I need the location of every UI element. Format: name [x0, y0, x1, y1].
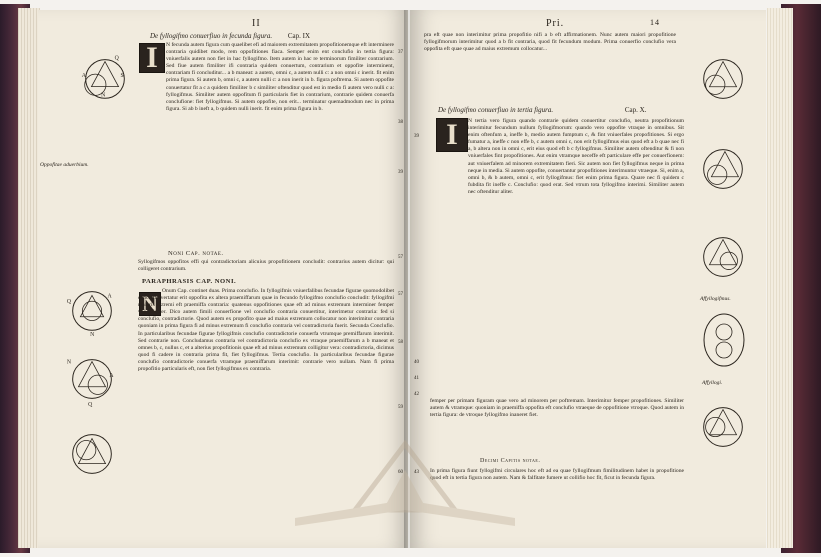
logic-diagram-8: [698, 310, 750, 370]
logic-diagram-3: [62, 350, 122, 408]
diagram-label: Q: [66, 299, 72, 306]
left-chapter-label: Cap. IX: [287, 32, 311, 40]
right-top-text: [424, 32, 676, 102]
line-number: 57: [398, 292, 403, 297]
diagram-label: Q: [114, 55, 119, 62]
right-margin-note-1: Affyllogifmus.: [700, 296, 731, 302]
left-margin-note: Oppofitae aduerbium.: [40, 162, 89, 168]
line-number: 60: [398, 470, 403, 475]
note-heading: Noni Cap. notae.: [168, 250, 224, 257]
line-number: 41: [414, 376, 419, 381]
diagram-label: N: [66, 359, 72, 366]
line-number: 43: [414, 470, 419, 475]
left-chapter-heading: [150, 32, 310, 40]
decorated-initial-right: I: [436, 118, 468, 152]
logic-diagram-6: [694, 140, 752, 198]
line-number: 42: [414, 392, 419, 397]
paraphrase-heading: PARAPHRASIS CAP. NONI.: [142, 278, 237, 285]
right-chapter-heading: [438, 106, 646, 114]
right-margin-note-2: Affyllogi.: [702, 380, 723, 386]
logic-diagram-4: [62, 425, 122, 483]
bookseller-watermark-logo: [255, 440, 555, 530]
decorated-initial: I: [139, 43, 165, 73]
line-number: 39: [414, 134, 419, 139]
diagram-label: A: [109, 373, 114, 380]
paraphrase-paragraph: Onum Cap. continet duas. Prima conclufio. In fyllogifmis vniuerfalibus fecundae figurae quomodolibet conclufio vertatur erit oppofita ex altera praemiffarum quae in fecundo fyllogifmo conclufio concludit: fyllogifmi maioris extremi eft praemiffa contraria: quatenus oppofitiones quae eft ad minus extremum interminer femper vniuerfaliter. Dico autem fimili conuerfione vel conclufio contraria conuertitur, interimetur contraria: fed si conclufio, contradictorie. Quod autem ex propofito quae ad maius extremum collocatur non interimitur contraria quoniam in prima figura fi ad minus extremum fi conclufio contraria vel contradictoria fuerit. Secunda Conclufio. In particularibus fecundae figurae fyllogifmis conclufio contradictorie conuerfa vtrumque premiffarum interimit. Sed contrarie non. Concludamus contraria vel contradictoria conclufio ex vtraque praemiffarum a b maneat et omnes b, c, nullus c, et a alterius propofitionis quae eft ad minus extremum colligitur vera: contradictoria, dicimus quod fi cadere in contraria prima fit, fiet fyllogifmus. Tertia conclufio. In particularibus fecundae figurae conclufio contradictorie conuerfa vtramque praemiffarum interimit: contrarie vero nullam. Nam fi prima propofitio particularis eft, non fiet fyllogifmus ex contraria.: [138, 288, 394, 373]
line-number: 39: [398, 170, 403, 175]
logic-diagram-5: [694, 50, 752, 108]
line-number: 40: [414, 360, 419, 365]
right-page-edges: [767, 8, 793, 548]
right-note-heading: Decimi Capitis notae.: [480, 458, 541, 464]
logic-diagram-9: [694, 398, 752, 456]
line-number: 57: [398, 255, 403, 260]
left-chapter-title: De fyllogifmo conuerfiuo in fecunda figura.: [150, 32, 273, 40]
diagram-label: A: [107, 293, 112, 300]
right-chapter-title: De fyllogifmo conuerfiuo in tertia figura.: [438, 106, 554, 114]
left-page-edges: [18, 8, 40, 548]
left-main-text: [166, 42, 394, 250]
diagram-label: N: [90, 332, 95, 338]
left-main-paragraph: N fecunda autem figura cum quaelibet efi ad maiorem extremitatem propofitionemque eft interminere contraria quidibet modo, rem oppofitiones fiaca. Semper enim ent conclufio in tertia figura: vniuerfalis autem non fiet in hac fyllogifmo. Item autem in hac re terminorum fimiliter contrarium. Sed fiue autem fimiliter ifi contraria quidem conuertum, contrarium et oppofite interminent, contrariam fi concluditur... a b maneat: a autem, omni c, a autem nulli c: a non omni c inerit. fit enim prima figura. Si autem b, omni c, a autem nulli c: a non inerit in b. figura poftrema. Si autem oppofite conuertatur fit a c a quidem fimiliter b c similiter oftenditur quod est in medio fi autem vero nulli c a: fyllogifmus. Similiter autem oppofitum fi particularis fiet in contrarium, contrarie quidem conuerfa conclufione: fiet fyllogifmus. Si autem oppofite, non erit... terminatur quemadmodum nec in prima figura. Si ab b ineft a, b quidem nulli inerit. fit enim prima figura in b.: [166, 42, 395, 112]
right-bottom-paragraph: femper per primam figuram quae vero ad minorem per poftremam. Interimitur femper propofitiones. Similiter autem & vtramque: quoniam in praemiffa oppofita eft conclufio vtraeque de oppofitione vtroque. Quod autem in tertia figura: de vtroque fyllogifmo inaneret fiet.: [430, 398, 684, 419]
right-main-paragraph: N tertia vero figura quando contrarie quidem conuertitur conclufio, neutra propofitionum interimitur fecundum nullum fyllogifmorum: quando vero oppofite vtraque in omnibus. Sit enim oftenfum a, ineffe b, medio autem fumptum c, & fint vniuerfales propofitiones. Si ergo fumatur a, ineffe c non effe b, c autem omni c, non erit fyllogifmus eius quod eft a b quae nec fi a, b altera non in omni c, erit eius quod eft b c fyllogifmus. Similiter autem oftenditur & fi non vniuerfales fint propofitiones. Aut enim vtramque neceffe eft particulare effe per conuerfionem: aut vniuerfalem ad minorem extremitatem fieri. Sic autem non fiet fyllogifmus neque in prima neque in media. Si autem oppofite, conuertantur propofitiones interimuntur vtraeque. Si, enim a, omni b, & b autem, omni c, erit fyllogifmus: fiet enim prima figura. Quare nec fi quidem c fubdita fit ineffe c. Conclufio: quod erat. Sed vtrum tota fyllogifmo interimi. Similiter autem nec oftenditur aliter.: [468, 118, 684, 195]
page-number: 14: [650, 18, 660, 27]
right-note-paragraph: In prima figura fiunt fyllogifmi circulares hoc eft ad ea quae fyllogifmum fimilitudinem habet in propofitione quod eft in tertia figura non autem. Nam & falfitate fumere ut collifio hoc fit, ficut in fecunda figura.: [430, 468, 684, 482]
line-number: 38: [398, 120, 403, 125]
right-running-head: Pri.: [546, 18, 565, 29]
left-running-head: II: [252, 18, 261, 29]
line-number: 59: [398, 405, 403, 410]
line-number: 37: [398, 50, 403, 55]
logic-diagram-2: [62, 280, 122, 338]
diagram-label: A: [81, 73, 86, 79]
logic-diagram-1: [76, 48, 134, 106]
diagram-label: Q: [88, 402, 93, 408]
line-number: 58: [398, 340, 403, 345]
diagram-label: S: [120, 73, 124, 79]
note-text: [138, 259, 394, 273]
logic-diagram-7: [694, 228, 752, 286]
right-main-text: [468, 118, 684, 398]
note-paragraph: Syllogifmos oppofitos effi qui contradictoriam alicuius propofitionem concludit: contrarius autem dicitur: qui colligeret contrarium.: [138, 259, 394, 273]
right-top-paragraph: pra eft quae non interimitur prima propofitio nifi a b eft affirmationem. Nunc autem maiori propofitione fyllogifmorum interimitur quod a b fit contraria, quod fit fecundum modum. Prima conuerfio conclufio vera oppofita eft quae quae ad maius extremum collocatur...: [424, 32, 676, 53]
diagram-label: N: [101, 92, 106, 99]
decorated-initial-2: N: [139, 292, 161, 316]
right-chapter-label: Cap. X.: [624, 106, 647, 114]
